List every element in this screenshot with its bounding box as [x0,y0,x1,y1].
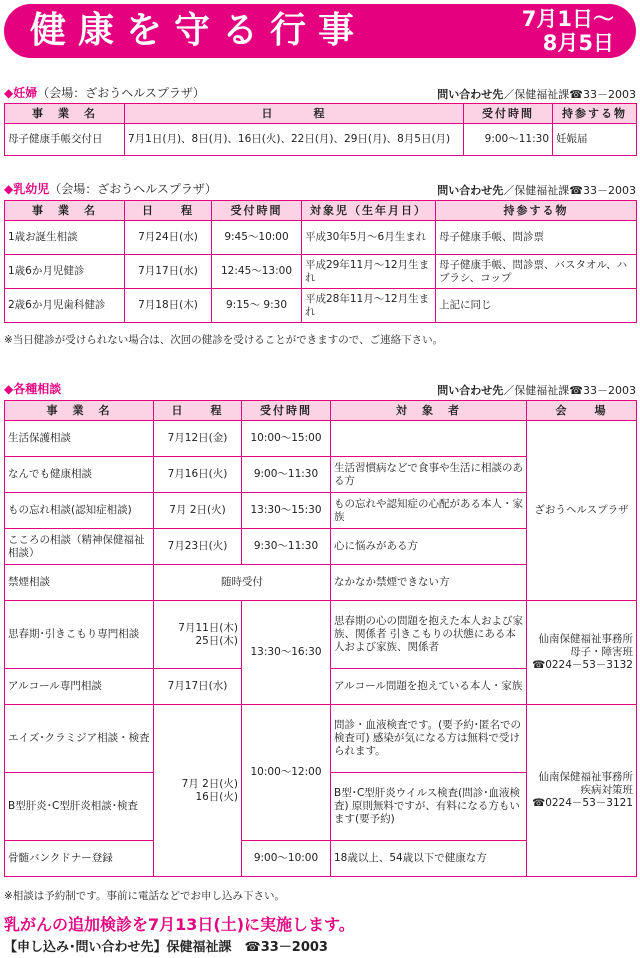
date: 7月23日(火) [154,529,242,565]
consult-contact: 問い合わせ先／保健福祉課☎33－2003 [437,384,636,397]
program-name: 1歳お誕生相談 [5,221,125,255]
reception-time: 9:30～11:30 [242,529,331,565]
infant-note: ※当日健診が受けられない場合は、次回の健診を受けることができますので、ご連絡下さい。 [4,334,444,346]
reception-time: 10:00～15:00 [242,421,331,457]
header-cell: 事 業 名 [5,201,125,221]
header-cell: 対 象 者 [331,401,527,421]
footer-contact: 【申し込み･問い合わせ先】保健福祉課 ☎33－2003 [4,940,328,955]
items-to-bring: 妊娠届 [553,124,637,156]
table-header-row [5,401,637,421]
target: B型･C型肝炎ウイルス検査(問診･血液検査) 原則無料ですが、有料になる方もいます(要予約) [331,773,527,841]
header-cell: 日 程 [125,201,212,221]
target: 18歳以上、54歳以下で健康な方 [331,841,527,877]
header-cell: 会 場 [527,401,637,421]
infant-venue: （会場：ざおうヘルスプラザ） [49,182,217,196]
reception-time: 9:00～10:00 [242,841,331,877]
date: 7月12日(金) [154,421,242,457]
table-row [5,221,637,255]
pregnant-table [4,103,637,156]
event-period-start: 7月1日～ [521,7,614,31]
event-period-end: 8月5日 [542,31,614,55]
reception-time: 9:00～11:30 [242,457,331,493]
header-cell: 事 業 名 [5,104,125,124]
infant-section-title: ◆乳幼児（会場：ざおうヘルスプラザ） [4,182,217,196]
table-row [5,124,637,156]
infant-table [4,200,637,323]
reception-time: 9:45～10:00 [212,221,302,255]
date: 7月16日(火) [154,457,242,493]
consult-table [4,400,637,877]
target: もの忘れや認知症の心配がある本人・家族 [331,493,527,529]
header-cell: 日 程 [125,104,464,124]
date: 7月24日(水) [125,221,212,255]
pregnant-contact: 問い合わせ先／保健福祉課☎33－2003 [437,88,636,101]
reception-time: 9:15～ 9:30 [212,289,302,323]
table-row [5,601,637,669]
date: 7月 2日(火) 16日(火) [154,705,242,877]
pregnant-section-title: ◆妊婦（会場：ざおうヘルスプラザ） [4,86,205,100]
date-time: 随時受付 [154,565,331,601]
reception-time: 12:45～13:00 [212,255,302,289]
infant-section-header [4,180,636,196]
program-name: こころの相談（精神保健福祉相談） [5,529,154,565]
program-name: 禁煙相談 [5,565,154,601]
schedule: 7月1日(月)、8日(月)、16日(火)、22日(月)、29日(月)、8月5日(月) [125,124,464,156]
target-birth: 平成29年11月～12月生まれ [302,255,436,289]
items-to-bring: 母子健康手帳、問診票 [436,221,637,255]
items-to-bring: 上記に同じ [436,289,637,323]
reception-time: 10:00～12:00 [242,705,331,841]
table-row [5,255,637,289]
page-title: 健康を守る行事 [30,10,367,51]
header-cell: 受付時間 [464,104,553,124]
header-cell: 日 程 [154,401,242,421]
consult-note: ※相談は予約制です。事前に電話などでお申し込み下さい。 [4,890,285,902]
date: 7月18日(木) [125,289,212,323]
table-header-row [5,201,637,221]
reception-time: 13:30～15:30 [242,493,331,529]
target: 生活習慣病などで食事や生活に相談のある方 [331,457,527,493]
infant-contact: 問い合わせ先／保健福祉課☎33－2003 [437,184,636,197]
pregnant-section-header [4,84,636,100]
program-name: アルコール専門相談 [5,669,154,705]
table-row [5,289,637,323]
program-name: 2歳6か月児歯科健診 [5,289,125,323]
target: アルコール問題を抱えている本人・家族 [331,669,527,705]
program-name: 1歳6か月児健診 [5,255,125,289]
header-cell: 対象児（生年月日） [302,201,436,221]
program-name: 思春期･引きこもり専門相談 [5,601,154,669]
items-to-bring: 母子健康手帳、問診票、バスタオル、ハブラシ、コップ [436,255,637,289]
consult-section-header [4,380,636,396]
consult-section-title: ◆各種相談 [4,382,62,396]
header-cell: 受付時間 [242,401,331,421]
program-name: 骨髄バンクドナー登録 [5,841,154,877]
header-cell: 事 業 名 [5,401,154,421]
date: 7月17日(水) [125,255,212,289]
date: 7月 2日(火) [154,493,242,529]
venue: ざおうヘルスプラザ [527,421,637,601]
program-name: 生活保護相談 [5,421,154,457]
date: 7月17日(水) [154,669,242,705]
program-name: もの忘れ相談(認知症相談) [5,493,154,529]
header-cell: 受付時間 [212,201,302,221]
reception-time: 13:30～16:30 [242,601,331,705]
target: 思春期の心の問題を抱えた本人および家族、関係者 引きこもりの状態にある本人および家族、関係者 [331,601,527,669]
target-birth: 平成28年11月～12月生まれ [302,289,436,323]
venue: 仙南保健福祉事務所 母子・障害班 ☎0224－53－3132 [527,601,637,705]
program-name: B型肝炎･C型肝炎相談･検査 [5,773,154,841]
event-period [522,7,614,55]
target: 心に悩みがある方 [331,529,527,565]
reception-time: 9:00～11:30 [464,124,553,156]
title-banner [4,4,636,58]
program-name: なんでも健康相談 [5,457,154,493]
target [331,421,527,457]
target-birth: 平成30年5月～6月生まれ [302,221,436,255]
pregnant-venue: （会場：ざおうヘルスプラザ） [37,86,205,100]
target: 問診・血液検査です。(要予約･匿名での検査可) 感染が気になる方は無料で受けられます。 [331,705,527,773]
header-cell: 持参する物 [553,104,637,124]
header-cell: 持参する物 [436,201,637,221]
program-name: エイズ･クラミジア相談・検査 [5,705,154,773]
table-row [5,705,637,773]
table-header-row [5,104,637,124]
target: なかなか禁煙できない方 [331,565,527,601]
table-row [5,421,637,457]
venue: 仙南保健福祉事務所 疾病対策班 ☎0224－53－3121 [527,705,637,877]
program-name: 母子健康手帳交付日 [5,124,125,156]
date: 7月11日(木) 25日(木) [154,601,242,669]
breast-cancer-announcement: 乳がんの追加検診を7月13日(土)に実施します。 [4,915,355,934]
